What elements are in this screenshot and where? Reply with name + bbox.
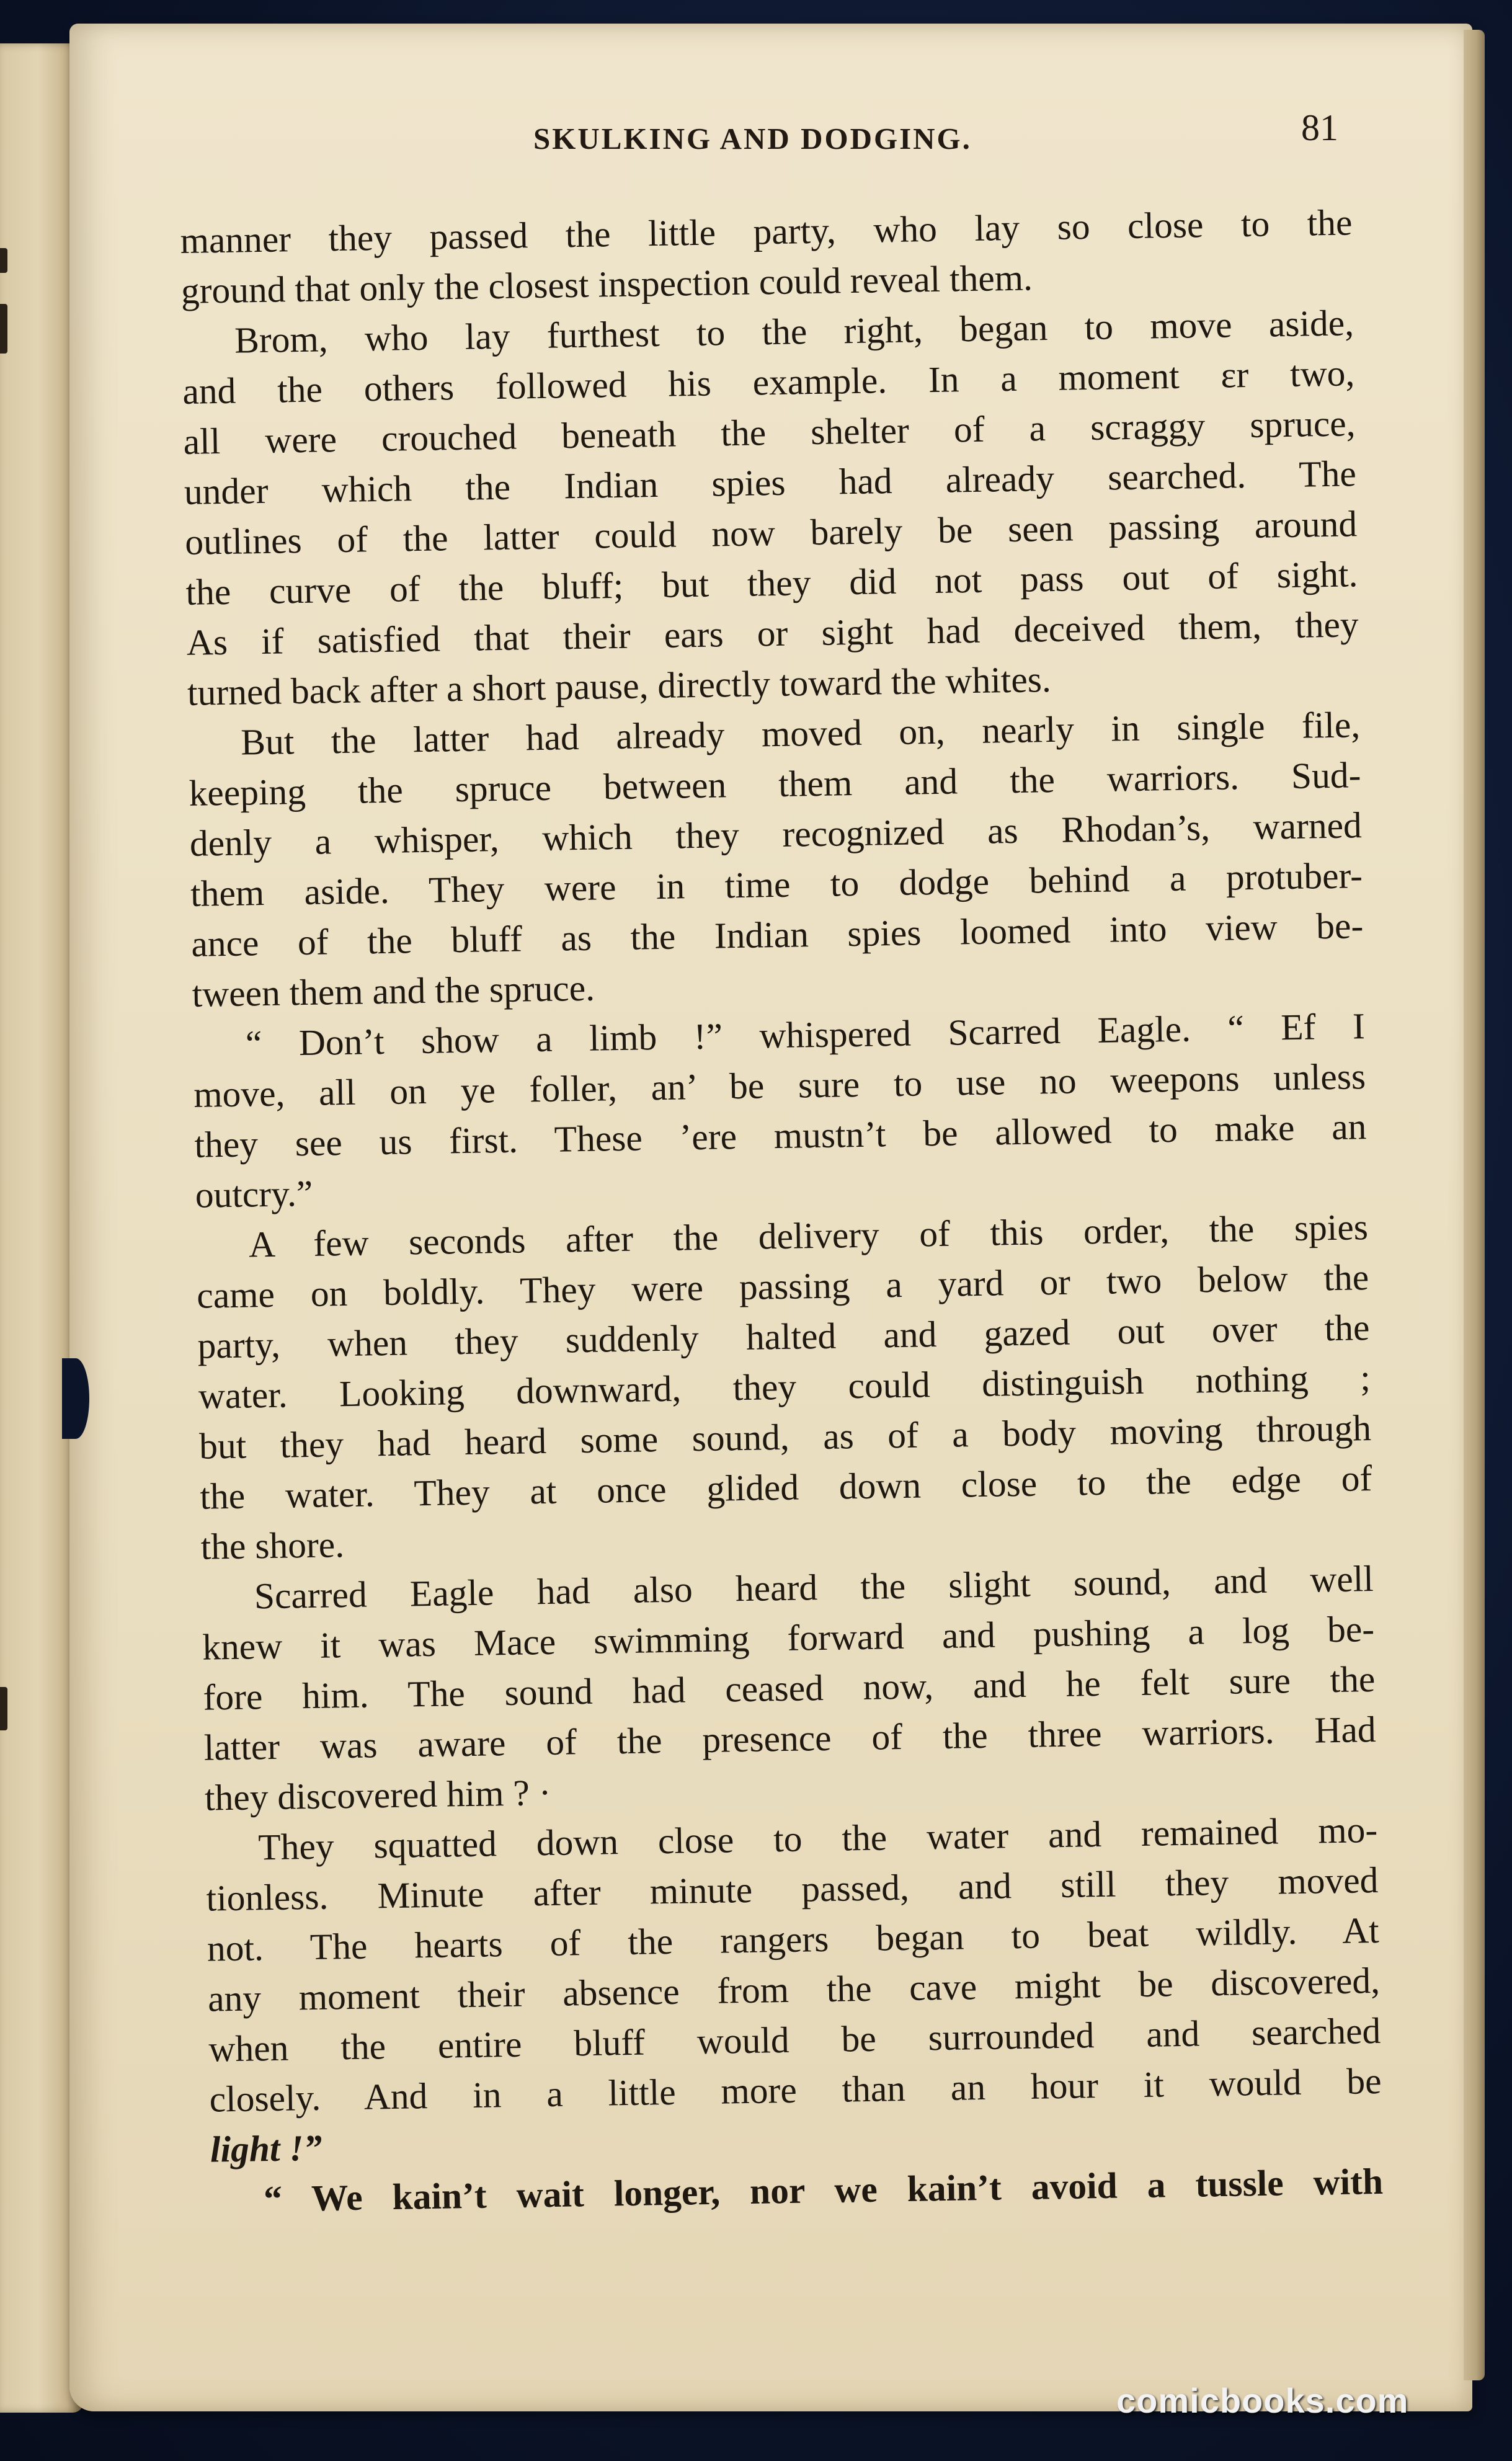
text-line: latter was aware of the presence of the three warriors. Had <box>203 1709 1377 1768</box>
text-line: They squatted down close to the water and remained mo- <box>257 1809 1378 1868</box>
text-line: turned back after a short pause, directly toward the whites. <box>187 659 1052 713</box>
text-line: and the others followed his example. In a moment εr two, <box>182 352 1355 412</box>
text-line: the shore. <box>200 1524 345 1567</box>
text-line: when the entire bluff would be surrounded and searched <box>208 2009 1381 2070</box>
text-line: Scarred Eagle had also heard the slight sound, and well <box>254 1558 1374 1617</box>
text-line: light !” <box>210 2127 322 2170</box>
text-line: “ Don’t show a limb !” whispered Scarred Eagle. “ Ef I <box>245 1005 1366 1064</box>
text-line: As if satisfied that their ears or sight had deceived them, they <box>186 603 1359 663</box>
text-line: move, all on ye foller, an’ be sure to use no weepons unless <box>193 1056 1366 1115</box>
text-line: But the latter had already moved on, nearly in single file, <box>240 704 1361 763</box>
text-line: they see us first. These ’ere mustn’t be allowed to make an <box>194 1106 1367 1165</box>
page-tear <box>62 1358 89 1439</box>
ink-mark <box>0 304 7 354</box>
text-line: “ We kain’t wait longer, nor we kain’t avoid a tussle with <box>263 2160 1384 2220</box>
text-line: they discovered him ? · <box>204 1771 551 1818</box>
text-line: any moment their absence from the cave might be discovered, <box>207 1959 1381 2019</box>
text-line: closely. And in a little more than an hour it would be <box>209 2060 1382 2120</box>
text-line: ance of the bluff as the Indian spies loomed into view be- <box>190 905 1364 964</box>
text-line: ground that only the closest inspection could reveal them. <box>180 257 1033 311</box>
text-line: not. The hearts of the rangers began to beat wildly. At <box>207 1909 1380 1969</box>
text-line: party, when they suddenly halted and gazed out over the <box>197 1307 1370 1366</box>
text-line: tionless. Minute after minute passed, and still they moved <box>206 1859 1379 1919</box>
text-line: came on boldly. They were passing a yard or two below the <box>196 1257 1369 1316</box>
text-line: but they had heard some sound, as of a body moving through <box>198 1407 1372 1467</box>
text-line: Brom, who lay furthest to the right, began to move aside, <box>234 302 1354 361</box>
text-line: outcry.” <box>195 1172 313 1216</box>
text-line: all were crouched beneath the shelter of a scraggy spruce, <box>183 403 1356 462</box>
text-line: denly a whisper, which they recognized as Rhodan’s, warned <box>189 804 1363 864</box>
text-line: A few seconds after the delivery of this order, the spies <box>248 1206 1369 1265</box>
ink-mark <box>0 248 7 273</box>
text-line: knew it was Mace swimming forward and pushing a log be- <box>202 1608 1375 1668</box>
text-line: outlines of the latter could now barely be seen passing around <box>184 503 1358 563</box>
page-stack-edge <box>1464 30 1485 2380</box>
text-line: tween them and the spruce. <box>192 967 595 1015</box>
text-line: water. Looking downward, they could distinguish nothing ; <box>198 1357 1371 1417</box>
text-line: keeping the spruce between them and the warriors. Sud- <box>189 754 1361 814</box>
running-head: SKULKING AND DODGING. <box>533 122 972 156</box>
body-text <box>180 197 1384 2225</box>
ink-mark <box>0 1687 7 1730</box>
text-line: manner they passed the little party, who lay so close to the <box>180 202 1353 261</box>
text-line: under which the Indian spies had already searched. The <box>184 453 1357 512</box>
text-line: the curve of the bluff; but they did not pass out of sight. <box>185 553 1358 613</box>
watermark: comicbooks.com <box>1116 2381 1409 2420</box>
text-line: them aside. They were in time to dodge behind a protuber- <box>190 855 1363 914</box>
page-number: 81 <box>1301 107 1338 148</box>
text-line: fore him. The sound had ceased now, and he felt sure the <box>203 1658 1376 1718</box>
text-line: the water. They at once glided down close to the edge of <box>199 1457 1372 1517</box>
